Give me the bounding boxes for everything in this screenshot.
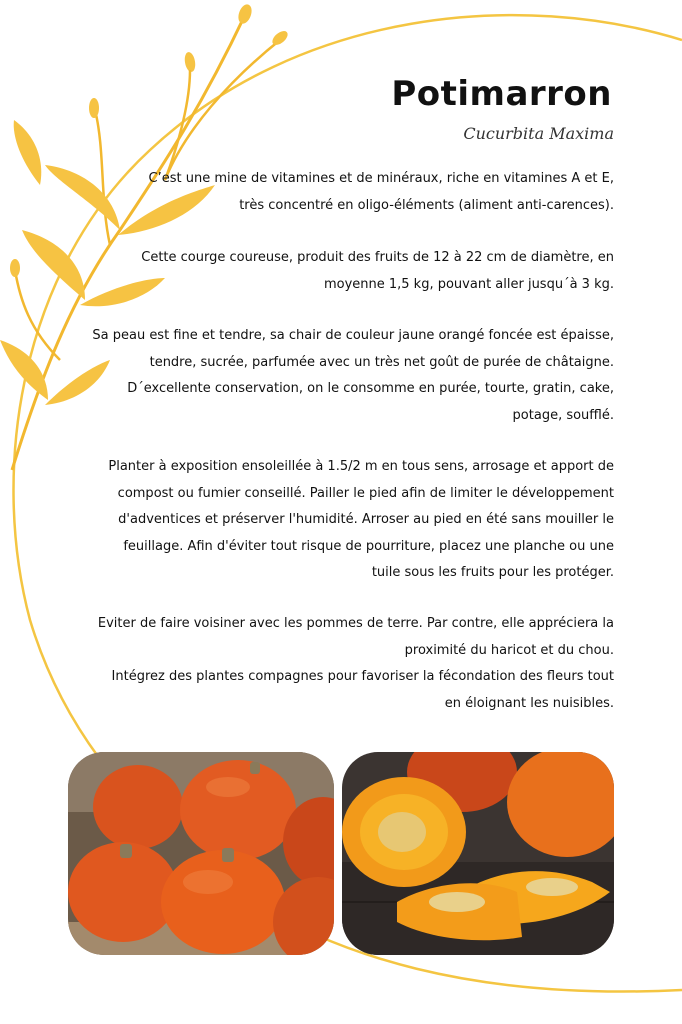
page-title: Potimarron — [391, 74, 612, 114]
text-line: Sa peau est fine et tendre, sa chair de couleur jaune orangé foncée est épaisse, — [92, 328, 614, 343]
text-line: feuillage. Afin d'éviter tout risque de pourriture, placez une planche ou une — [123, 538, 614, 554]
text-line: moyenne 1,5 kg, pouvant aller jusqu´à 3 kg. — [323, 276, 614, 292]
text-line: C’est une mine de vitamines et de minéraux, riche en vitamines A et E, — [148, 171, 614, 186]
text-block — [74, 323, 614, 429]
text-block — [74, 454, 614, 587]
text-line: très concentré en oligo-éléments (aliment anti-carences). — [239, 197, 614, 213]
photo-whole-pumpkins — [68, 752, 334, 955]
text-block — [74, 245, 614, 298]
paragraph — [74, 611, 614, 717]
stem — [15, 270, 60, 360]
page-subtitle: Cucurbita Maxima — [463, 124, 614, 143]
paragraph — [74, 323, 614, 429]
text-line: potage, soufflé. — [512, 407, 614, 423]
text-block — [74, 166, 614, 219]
paragraph — [74, 245, 614, 298]
text-line: compost ou fumier conseillé. Pailler le pied afin de limiter le développement — [117, 485, 614, 501]
bud — [10, 259, 20, 277]
bud — [236, 3, 254, 26]
bud — [183, 51, 196, 72]
bud — [89, 98, 99, 118]
text-line: tendre, sucrée, parfumée avec un très net goût de purée de châtaigne. — [149, 354, 614, 370]
text-line: D´excellente conservation, on le consomme en purée, tourte, gratin, cake, — [127, 381, 614, 396]
paragraph — [74, 166, 614, 219]
text-line: d'adventices et préserver l'humidité. Arroser au pied en été sans mouiller le — [118, 512, 614, 527]
photo-cut-pumpkin — [342, 752, 614, 955]
text-line: Intégrez des plantes compagnes pour favoriser la fécondation des fleurs tout — [111, 669, 614, 684]
text-line: proximité du haricot et du chou. — [404, 642, 614, 658]
text-block — [74, 611, 614, 717]
text-line: en éloignant les nuisibles. — [444, 695, 614, 711]
text-line: Planter à exposition ensoleillée à 1.5/2 m en tous sens, arrosage et apport de — [108, 459, 614, 474]
text-line: tuile sous les fruits pour les protéger. — [371, 565, 614, 580]
leaf — [14, 120, 42, 185]
text-line: Eviter de faire voisiner avec les pommes de terre. Par contre, elle appréciera la — [97, 616, 614, 631]
text-line: Cette courge coureuse, produit des fruits de 12 à 22 cm de diamètre, en — [141, 250, 614, 265]
leaf — [0, 340, 48, 400]
paragraph — [74, 454, 614, 587]
